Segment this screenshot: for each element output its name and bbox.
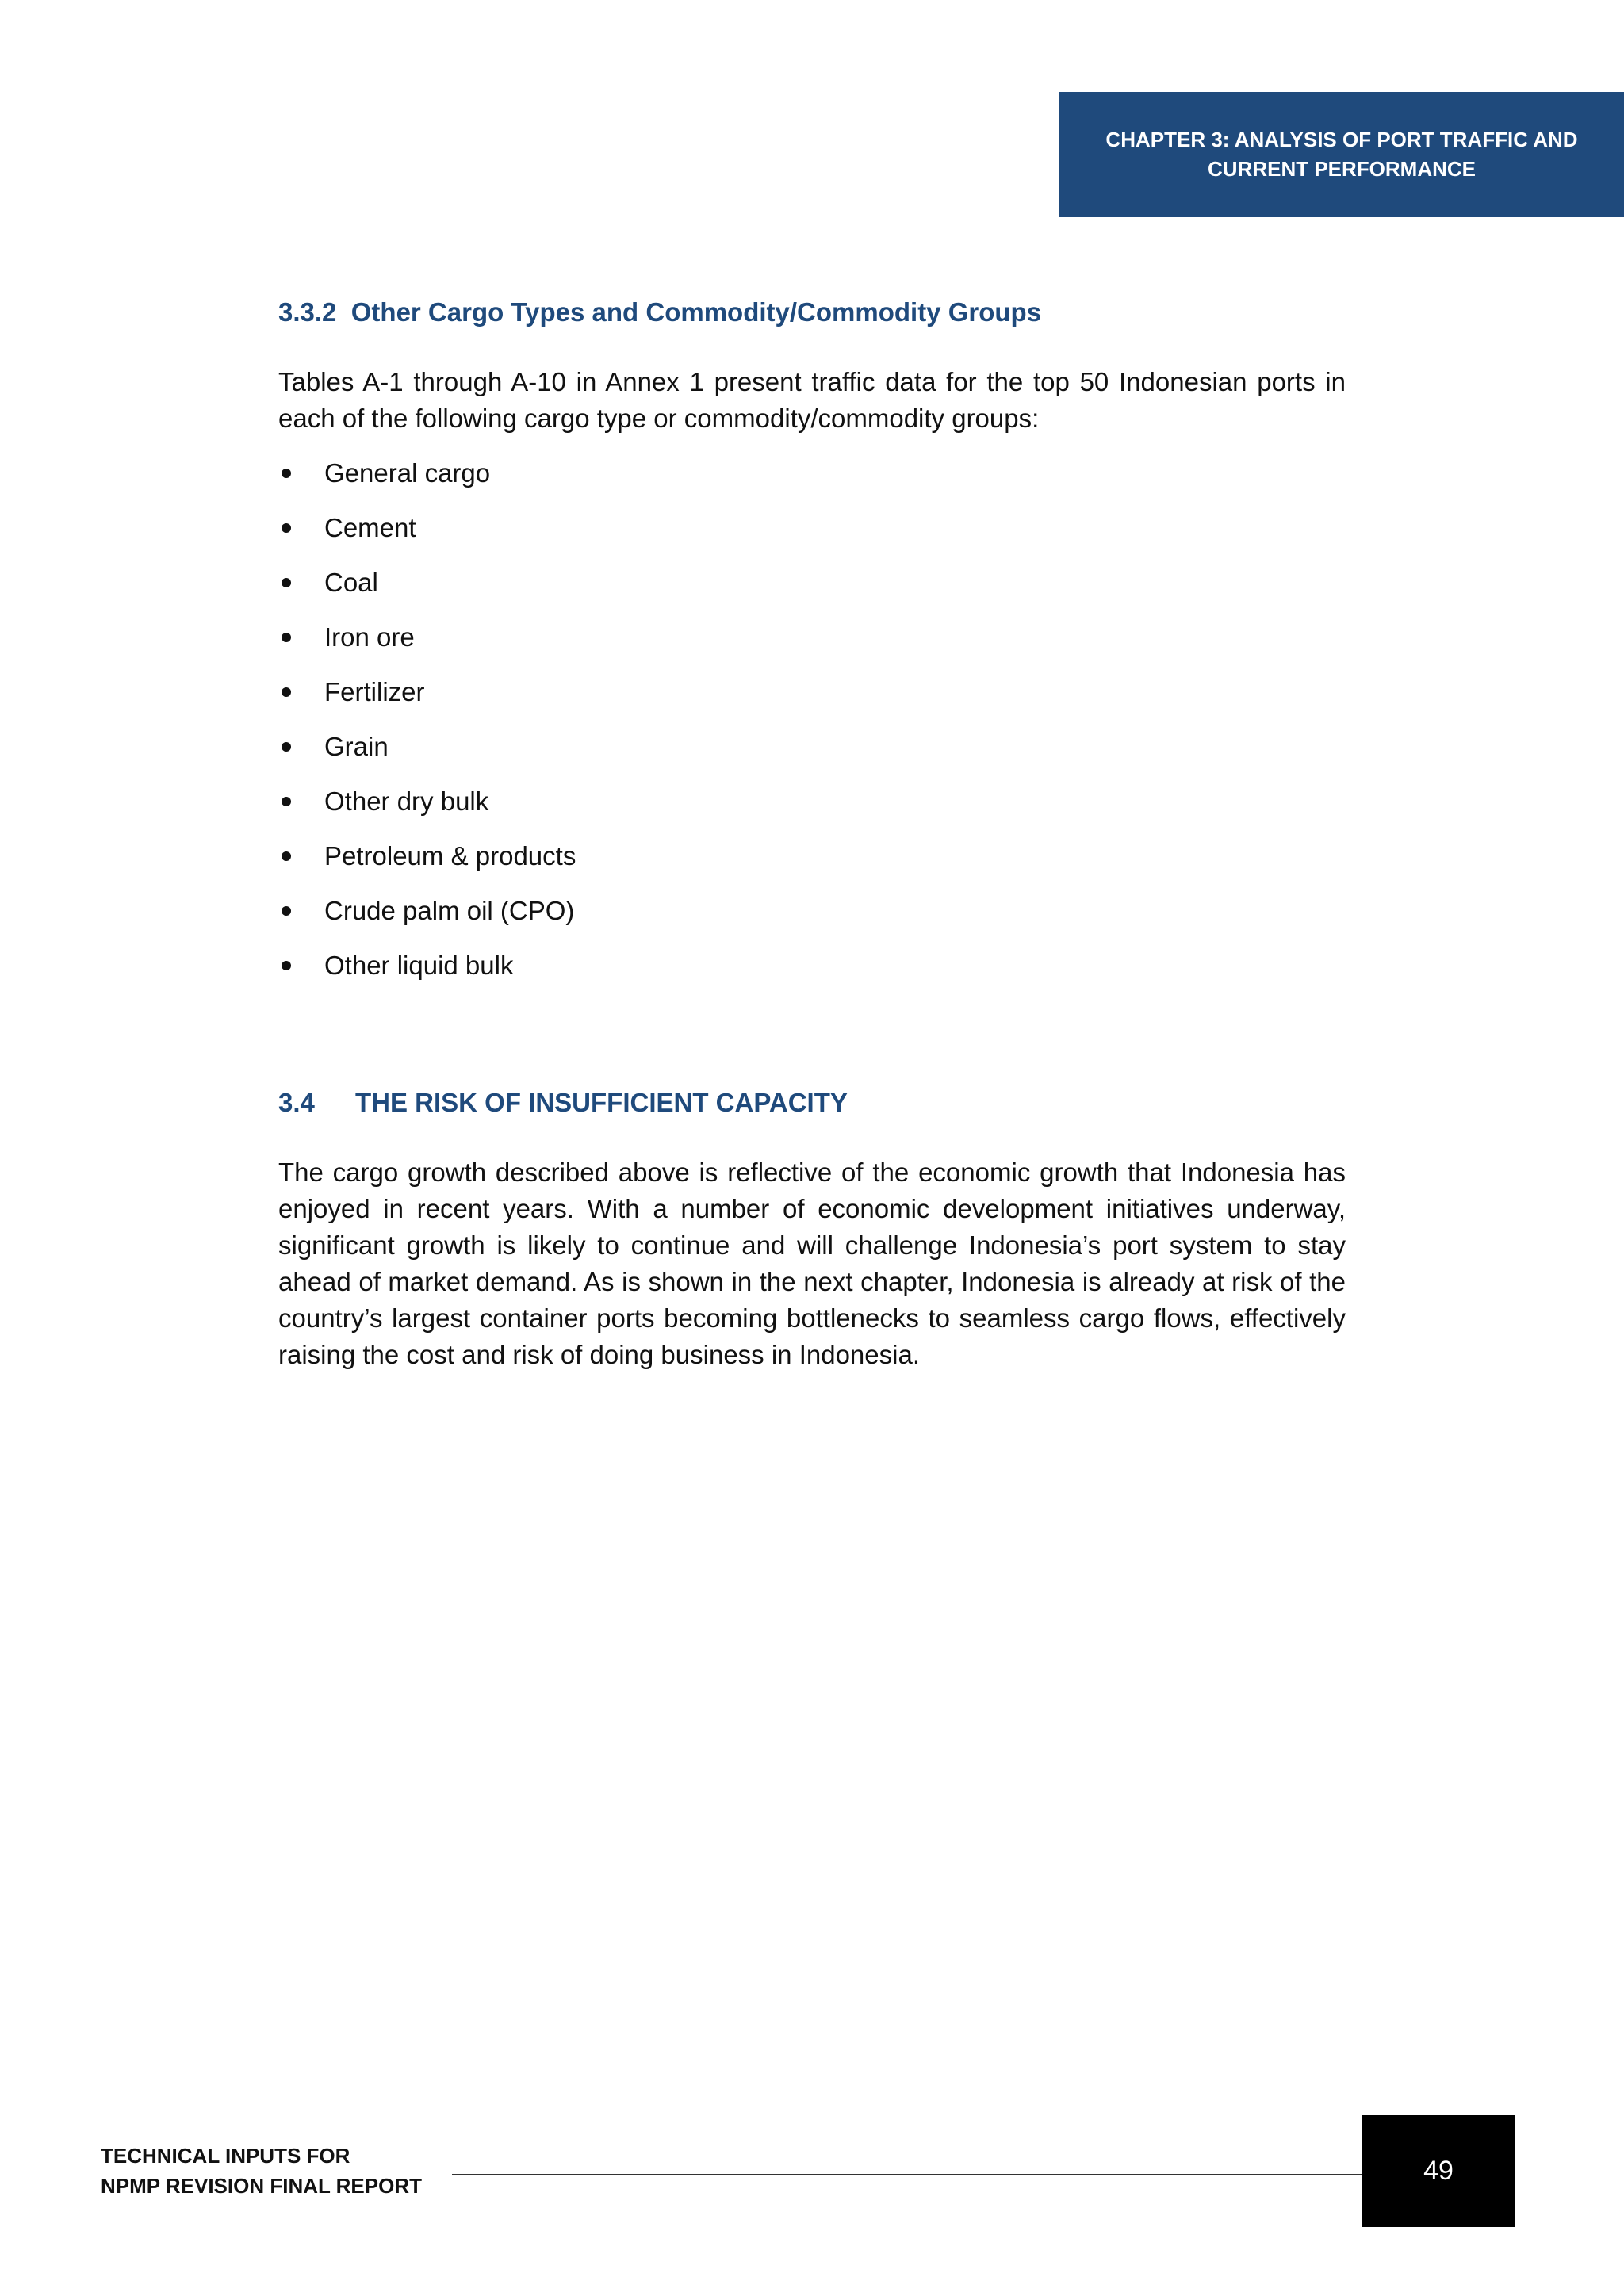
list-item [278, 838, 1346, 893]
chapter-title-line2: CURRENT PERFORMANCE [1208, 157, 1476, 181]
footer-line2: NPMP REVISION FINAL REPORT [101, 2174, 422, 2198]
list-item [278, 947, 1346, 1002]
bullet-icon [282, 961, 291, 970]
list-item-label: Crude palm oil (CPO) [324, 896, 575, 925]
list-item-label: Petroleum & products [324, 841, 576, 871]
list-item [278, 893, 1346, 947]
chapter-title-line1: CHAPTER 3: ANALYSIS OF PORT TRAFFIC AND [1105, 128, 1578, 151]
section-332-heading [278, 297, 1346, 328]
section-34-number: 3.4 [278, 1088, 315, 1117]
bullet-icon [282, 851, 291, 861]
list-item-label: Other liquid bulk [324, 951, 514, 980]
list-item-label: Coal [324, 568, 378, 597]
section-332-title: Other Cargo Types and Commodity/Commodity Groups [350, 297, 1042, 327]
chapter-banner [1059, 92, 1624, 217]
section-34-body: The cargo growth described above is reflective of the economic growth that Indonesia has enjoyed in recent years. With a number of economic development initiatives underway, significant growth is likely to continue and will challenge Indonesia’s port system to stay ahead of market demand. As is shown in the next chapter, Indonesia is already at risk of the country’s largest container ports becoming bottlenecks to seamless cargo flows, effectively raising the cost and risk of doing business in Indonesia. [278, 1158, 1346, 1369]
page-number-box [1362, 2115, 1515, 2227]
section-34-body-block [278, 1154, 1346, 1373]
section-332 [278, 297, 1346, 328]
list-item [278, 674, 1346, 729]
cargo-type-list-block [278, 455, 1346, 1002]
list-item [278, 455, 1346, 510]
page-number: 49 [1423, 2156, 1454, 2186]
section-332-number: 3.3.2 [278, 297, 337, 327]
footer-line1: TECHNICAL INPUTS FOR [101, 2144, 350, 2168]
bullet-icon [282, 906, 291, 916]
list-item-label: Grain [324, 732, 389, 761]
list-item [278, 510, 1346, 564]
list-item-label: Fertilizer [324, 677, 425, 706]
list-item [278, 729, 1346, 783]
section-332-intro-block [278, 364, 1346, 437]
bullet-icon [282, 633, 291, 642]
list-item-label: Cement [324, 513, 416, 542]
section-34-title: THE RISK OF INSUFFICIENT CAPACITY [355, 1088, 848, 1117]
list-item-label: Other dry bulk [324, 786, 489, 816]
section-34 [278, 1087, 1346, 1119]
section-332-intro: Tables A-1 through A-10 in Annex 1 present traffic data for the top 50 Indonesian ports in each of the following cargo type or commodity/commodity groups: [278, 367, 1346, 433]
bullet-icon [282, 687, 291, 697]
bullet-icon [282, 797, 291, 806]
footer-divider [452, 2174, 1362, 2175]
list-item-label: Iron ore [324, 622, 415, 652]
list-item [278, 783, 1346, 838]
list-item [278, 619, 1346, 674]
bullet-icon [282, 742, 291, 752]
bullet-icon [282, 578, 291, 587]
section-34-heading [278, 1087, 1346, 1119]
footer-report-title [101, 2141, 422, 2201]
cargo-type-list [278, 455, 1346, 1002]
list-item [278, 564, 1346, 619]
bullet-icon [282, 523, 291, 533]
list-item-label: General cargo [324, 458, 491, 488]
bullet-icon [282, 469, 291, 478]
